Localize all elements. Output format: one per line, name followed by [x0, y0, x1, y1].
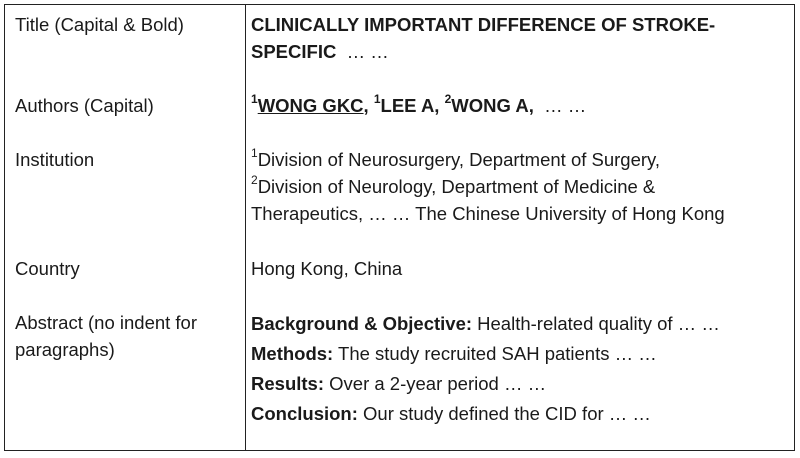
institution-1-marker: 1	[251, 145, 258, 160]
institution-line-3: Therapeutics, … … The Chinese University of Hong Kong	[251, 203, 725, 224]
institution-label: Institution	[15, 149, 95, 170]
institution-value	[251, 146, 725, 227]
title-value	[251, 11, 715, 65]
author-sep: ,	[363, 95, 374, 116]
authors-label: Authors (Capital)	[15, 95, 154, 116]
results-label: Results:	[251, 373, 324, 394]
title-ellipsis: … …	[346, 41, 389, 62]
authors-value	[251, 92, 586, 119]
author-3-name: WONG A,	[451, 95, 539, 116]
abstract-methods	[251, 339, 720, 369]
abstract-label	[15, 309, 197, 363]
abstract-label-line-2: paragraphs)	[15, 339, 115, 360]
authors-ellipsis: … …	[544, 95, 587, 116]
title-label: Title (Capital & Bold)	[15, 14, 184, 35]
abstract-results	[251, 369, 720, 399]
background-text: Health-related quality of … …	[472, 313, 720, 334]
author-1-affiliation: 1	[251, 91, 258, 106]
abstract-background	[251, 309, 720, 339]
country-label: Country	[15, 258, 80, 279]
abstract-label-line-1: Abstract (no indent for	[15, 312, 198, 333]
institution-line-1: Division of Neurosurgery, Department of Surgery,	[257, 149, 661, 170]
results-text: Over a 2-year period … …	[324, 373, 547, 394]
country-value: Hong Kong, China	[251, 258, 403, 279]
abstract-conclusion	[251, 399, 720, 429]
author-3-affiliation: 2	[444, 91, 452, 106]
background-label: Background & Objective:	[251, 313, 473, 334]
methods-label: Methods:	[251, 343, 334, 364]
abstract-form-table	[4, 4, 795, 451]
methods-text: The study recruited SAH patients … …	[333, 343, 657, 364]
title-line-2: SPECIFIC	[251, 41, 337, 62]
conclusion-label: Conclusion:	[251, 403, 358, 424]
title-line-1: CLINICALLY IMPORTANT DIFFERENCE OF STROKE-	[251, 14, 716, 35]
author-1-name: WONG GKC	[257, 95, 364, 116]
author-2-name: LEE A,	[380, 95, 445, 116]
abstract-value	[251, 309, 720, 429]
author-2-affiliation: 1	[373, 91, 381, 106]
institution-line-2: Division of Neurology, Department of Medicine &	[257, 176, 656, 197]
institution-2-marker: 2	[251, 172, 258, 187]
column-divider	[245, 5, 246, 450]
conclusion-text: Our study defined the CID for … …	[357, 403, 651, 424]
